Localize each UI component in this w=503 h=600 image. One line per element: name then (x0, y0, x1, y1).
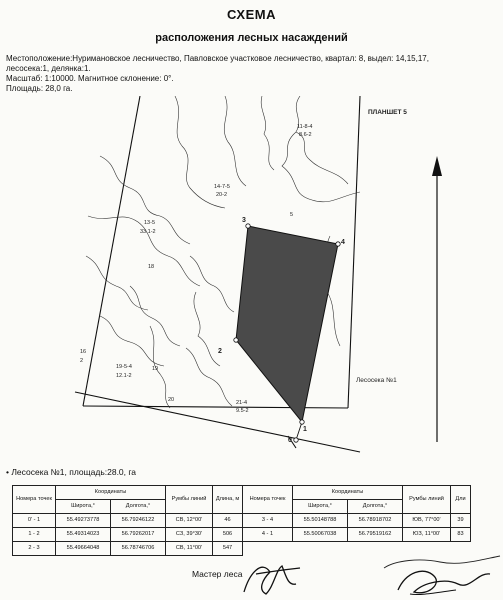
stand-label: 33.1-2 (140, 229, 156, 235)
header-length: Дли (451, 486, 471, 514)
stand-label: 9.5-2 (236, 408, 249, 414)
header-point-no: Номера точек (13, 486, 56, 514)
plot-label: Лесосека №1 (356, 377, 397, 384)
point-number: 0 (288, 437, 292, 444)
stand-label: 8.6-2 (299, 132, 312, 138)
cell-lat: 55.49273778 (56, 514, 111, 528)
stand-label: 11-8-4 (297, 124, 313, 130)
header-bearing: Румбы линий (403, 486, 451, 514)
cell-point: 0' - 1 (13, 514, 56, 528)
cell-length: 83 (451, 528, 471, 542)
point-number: 4 (341, 239, 345, 246)
cell-lon: 56.79246122 (111, 514, 166, 528)
stand-label: 12.1-2 (116, 373, 132, 379)
plot-line: лесосека:1, делянка:1. (6, 64, 91, 73)
forester-signature-label: Мастер леса (192, 569, 243, 579)
header-lat: Широта,° (56, 500, 111, 514)
cell-lon: 56.79262017 (111, 528, 166, 542)
point-number: 3 (242, 217, 246, 224)
stand-label: 20-2 (216, 192, 228, 198)
cell-lat: 55.50148788 (293, 514, 348, 528)
cell-empty (293, 542, 348, 556)
table-row (13, 514, 471, 528)
cell-point: 2 - 3 (13, 542, 56, 556)
cell-lon: 56.79519162 (348, 528, 403, 542)
area-line: Площадь: 28,0 га. (6, 84, 73, 93)
plot-caption: • Лесосека №1, площадь:28.0, га (6, 467, 137, 477)
stand-label: 2 (80, 358, 84, 364)
stand-label: 5 (290, 212, 294, 218)
table-row (13, 528, 471, 542)
point-number: 1 (303, 426, 307, 433)
cell-lat: 55.49664048 (56, 542, 111, 556)
cell-bearing: СВ, 12°00' (166, 514, 213, 528)
header-lon: Долгота,° (111, 500, 166, 514)
cell-empty (348, 542, 403, 556)
cell-point: 4 - 1 (243, 528, 293, 542)
coordinates-table (12, 485, 471, 556)
cell-bearing: СВ, 11°00' (166, 542, 213, 556)
cell-lat: 55.49314023 (56, 528, 111, 542)
stand-label: 19-5-4 (116, 364, 132, 370)
stand-label: 16 (80, 349, 87, 355)
stand-label: 14-7-5 (214, 184, 230, 190)
header-bearing: Румбы линий (166, 486, 213, 514)
header-point-no: Номера точек (243, 486, 293, 514)
forest-map (0, 96, 503, 461)
header-length: Длина, м (213, 486, 243, 514)
cell-length: 506 (213, 528, 243, 542)
stand-label: 19 (152, 366, 159, 372)
cell-lat: 55.50067038 (293, 528, 348, 542)
point-number: 2 (218, 348, 222, 355)
table-row (13, 542, 471, 556)
cell-bearing: ЮЗ, 11°00' (403, 528, 451, 542)
scale-line: Масштаб: 1:10000. Магнитное склонение: 0°. (6, 74, 174, 83)
stand-label: 13-5 (144, 220, 156, 226)
tablet-label: ПЛАНШЕТ 5 (368, 109, 407, 116)
cell-lon: 56.78918702 (348, 514, 403, 528)
north-arrow-icon (432, 156, 442, 442)
cell-length: 39 (451, 514, 471, 528)
cell-point: 1 - 2 (13, 528, 56, 542)
header-lon: Долгота,° (348, 500, 403, 514)
cell-length: 547 (213, 542, 243, 556)
header-lat: Широта,° (293, 500, 348, 514)
cell-empty (451, 542, 471, 556)
header-coords: Координаты (56, 486, 166, 500)
document-title: СХЕМА (227, 7, 276, 22)
cell-bearing: ЮВ, 77°00' (403, 514, 451, 528)
location-line: Местоположение:Нуримановское лесничество, Павловское участковое лесничество, квартал: 8, выдел: 14,15,17, (6, 54, 429, 63)
stand-label: 21-4 (236, 400, 248, 406)
document-subtitle: расположения лесных насаждений (155, 32, 348, 44)
stand-label: 18 (148, 264, 155, 270)
plot-polygon (236, 226, 338, 422)
header-coords: Координаты (293, 486, 403, 500)
cell-length: 46 (213, 514, 243, 528)
cell-lon: 56.78746706 (111, 542, 166, 556)
cell-empty (243, 542, 293, 556)
cell-empty (403, 542, 451, 556)
cell-point: 3 - 4 (243, 514, 293, 528)
stand-label: 20 (168, 397, 175, 403)
tie-line (296, 422, 302, 440)
cell-bearing: СЗ, 39°30' (166, 528, 213, 542)
